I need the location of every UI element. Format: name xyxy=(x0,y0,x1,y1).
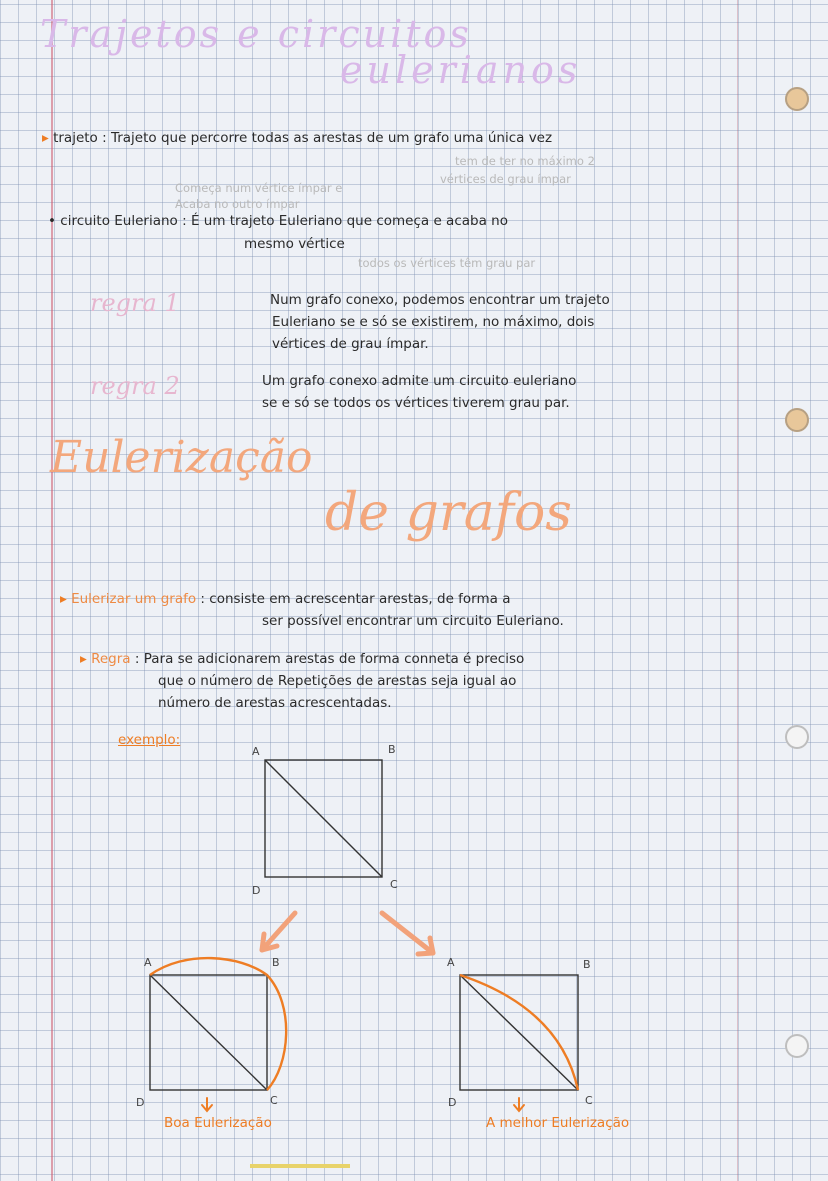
down-arrow-icon xyxy=(514,1098,524,1111)
trajeto-note-left-1: Começa num vértice ímpar e xyxy=(175,181,343,195)
trajeto-note-right-2: vértices de grau ímpar xyxy=(440,172,571,186)
example-label: exemplo: xyxy=(118,732,181,748)
regra-term: Regra xyxy=(91,651,131,667)
vertex-label-a: A xyxy=(144,956,152,969)
eulerized-graph-left xyxy=(150,975,267,1090)
caption-left: Boa Eulerização xyxy=(164,1115,272,1131)
vertex-label-c: C xyxy=(270,1094,278,1107)
vertex-label-d: D xyxy=(448,1096,457,1109)
regra-2-label: regra 2 xyxy=(90,372,180,400)
trajeto-note-right-1: tem de ter no máximo 2 xyxy=(455,154,595,168)
colon: : xyxy=(200,591,205,607)
regra-1-line1: Num grafo conexo, podemos encontrar um trajeto xyxy=(270,292,610,308)
trajeto-note-left-2: Acaba no outro ímpar xyxy=(175,197,300,211)
vertex-label-b: B xyxy=(388,743,396,756)
trajeto-text: Trajeto que percorre todas as arestas de um grafo uma única vez xyxy=(110,130,553,146)
regra-text-1: Para se adicionarem arestas de forma conneta é preciso xyxy=(143,651,525,667)
vertex-label-c: C xyxy=(585,1094,593,1107)
bullet-arrow-icon: ▸ xyxy=(80,651,87,667)
page-title-line1: Trajetos e circuitos xyxy=(40,12,472,56)
bullet-dot-icon: • xyxy=(48,213,56,229)
added-edge-ab xyxy=(150,958,267,975)
bullet-arrow-icon: ▸ xyxy=(60,591,67,607)
regra-1-line3: vértices de grau ímpar. xyxy=(272,336,429,352)
arrow-icon xyxy=(262,913,295,950)
circuito-term: circuito Euleriano : xyxy=(60,213,187,229)
highlighter-mark xyxy=(250,1164,350,1168)
circuito-note: todos os vértices têm grau par xyxy=(358,256,536,270)
circuito-text-1: É um trajeto Euleriano que começa e acaba no xyxy=(190,213,508,229)
trajeto-term: trajeto : xyxy=(53,130,107,146)
vertex-label-b: B xyxy=(583,958,591,971)
vertex-label-a: A xyxy=(447,956,455,969)
vertex-label-b: B xyxy=(272,956,280,969)
caption-right: A melhor Eulerização xyxy=(486,1115,630,1131)
bullet-arrow-icon: ▸ xyxy=(42,130,49,146)
colon: : xyxy=(134,651,140,667)
circuito-text-2: mesmo vértice xyxy=(244,236,345,252)
regra-1-line2: Euleriano se e só se existirem, no máximo, dois xyxy=(272,314,595,330)
eulerizar-text-2: ser possível encontrar um circuito Euleriano. xyxy=(262,613,564,629)
page-title-line2: eulerianos xyxy=(340,48,582,92)
section-title-1: Eulerização xyxy=(50,432,313,483)
regra-2-line2: se e só se todos os vértices tiverem grau par. xyxy=(262,395,570,411)
vertex-label-a: A xyxy=(252,745,260,758)
vertex-label-c: C xyxy=(390,878,398,891)
regra-text-3: número de arestas acrescentadas. xyxy=(158,695,392,711)
section-title-2: de grafos xyxy=(325,483,572,543)
regra-text-2: que o número de Repetições de arestas seja igual ao xyxy=(158,673,517,689)
eulerizar-term: Eulerizar um grafo xyxy=(71,591,197,607)
added-edge-bc xyxy=(267,975,286,1090)
arrow-icon xyxy=(382,913,433,954)
original-graph xyxy=(265,760,382,877)
vertex-label-d: D xyxy=(136,1096,145,1109)
regra-2-line1: Um grafo conexo admite um circuito euleriano xyxy=(262,373,577,389)
graph-diagonal xyxy=(265,760,382,877)
vertex-label-d: D xyxy=(252,884,261,897)
regra-1-label: regra 1 xyxy=(90,289,180,317)
down-arrow-icon xyxy=(202,1098,212,1111)
eulerizar-text-1: consiste em acrescentar arestas, de forma a xyxy=(209,591,511,607)
eulerized-graph-right xyxy=(460,975,578,1090)
